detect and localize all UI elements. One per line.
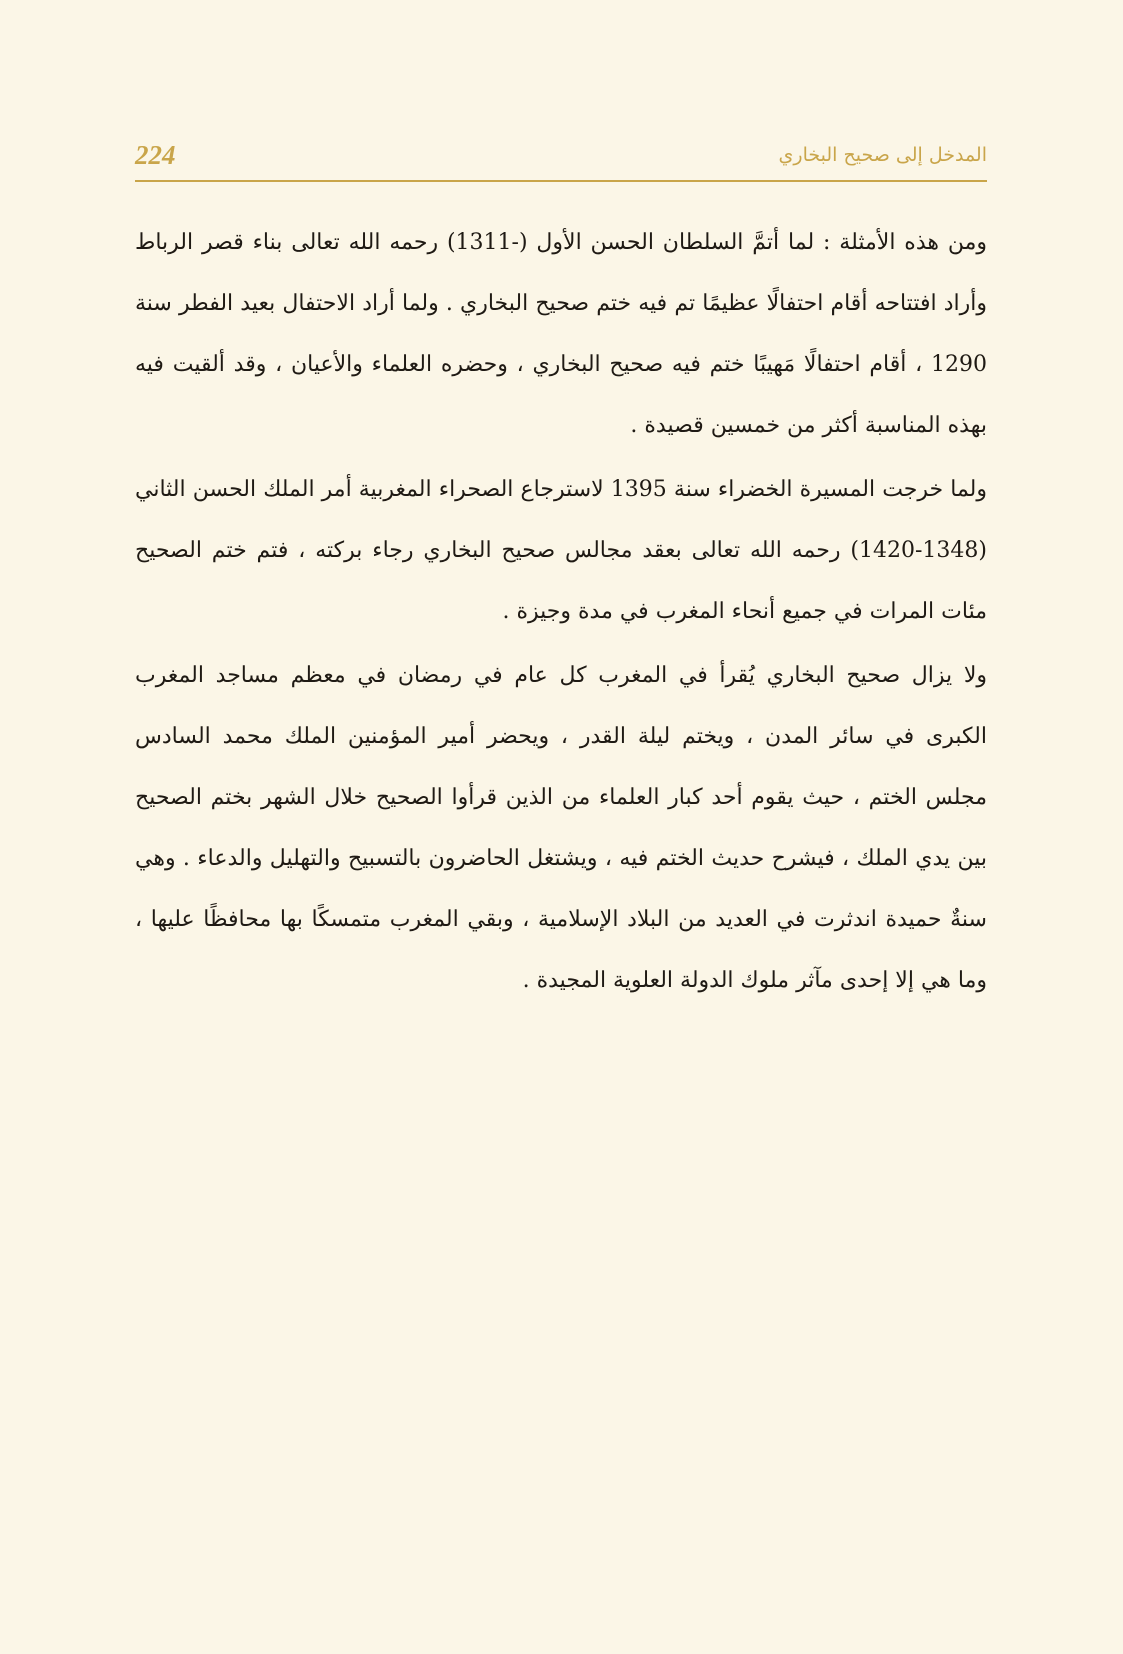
paragraph-1: ومن هذه الأمثلة : لما أتمَّ السلطان الحسن الأول (-1311) رحمه الله تعالى بناء قصر الرباط وأراد افتتاحه أقام احتفالًا عظيمًا تم فيه ختم صحيح البخاري . ولما أراد الاحتفال بعيد الفطر سنة 1290 ، أقام احتفالًا مَهيبًا ختم فيه صحيح البخاري ، وحضره العلماء والأعيان ، وقد ألقيت فيه بهذه المناسبة أكثر من خمسين قصيدة . bbox=[135, 230, 987, 438]
book-title: المدخل إلى صحيح البخاري bbox=[778, 144, 987, 166]
running-header bbox=[135, 138, 987, 182]
page-number: 224 bbox=[135, 140, 176, 170]
page-body bbox=[135, 212, 987, 1014]
paragraph-2: ولما خرجت المسيرة الخضراء سنة 1395 لاسترجاع الصحراء المغربية أمر الملك الحسن الثاني (1348-1420) رحمه الله تعالى بعقد مجالس صحيح البخاري رجاء بركته ، فتم ختم الصحيح مئات المرات في جميع أنحاء المغرب في مدة وجيزة . bbox=[135, 477, 987, 624]
paragraph-3: ولا يزال صحيح البخاري يُقرأ في المغرب كل عام في رمضان في معظم مساجد المغرب الكبرى في سائر المدن ، ويختم ليلة القدر ، ويحضر أمير المؤمنين الملك محمد السادس مجلس الختم ، حيث يقوم أحد كبار العلماء من الذين قرأوا الصحيح خلال الشهر بختم الصحيح بين يدي الملك ، فيشرح حديث الختم فيه ، ويشتغل الحاضرون بالتسبيح والتهليل والدعاء . وهي سنةٌ حميدة اندثرت في العديد من البلاد الإسلامية ، وبقي المغرب متمسكًا بها محافظًا عليها ، وما هي إلا إحدى مآثر ملوك الدولة العلوية المجيدة . bbox=[135, 663, 987, 993]
